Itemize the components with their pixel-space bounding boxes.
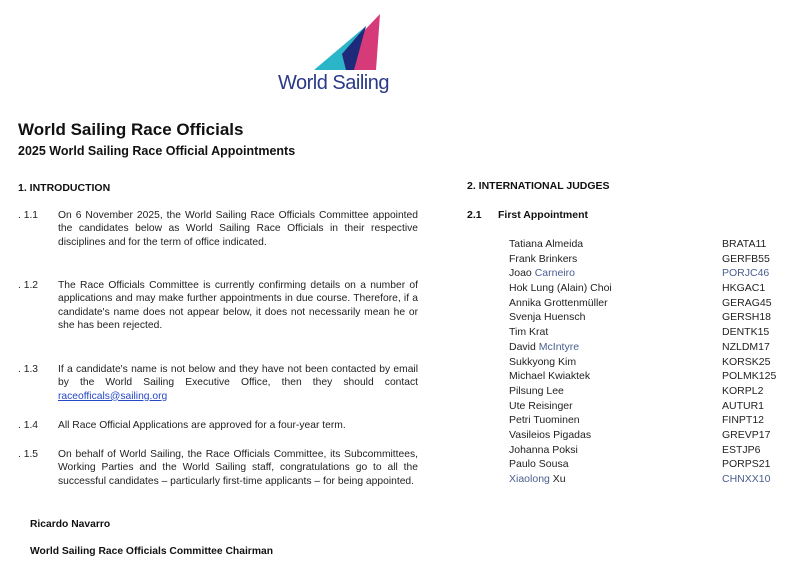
judge-name bbox=[509, 355, 576, 370]
paragraph-number: . 1.4 bbox=[18, 420, 39, 431]
judge-first-name: Sukkyong bbox=[509, 355, 556, 368]
paragraph-number: . 1.2 bbox=[18, 280, 39, 291]
judge-first-name: Hok Lung (Alain) bbox=[509, 282, 588, 295]
judge-name bbox=[509, 399, 573, 414]
judge-name bbox=[509, 310, 585, 325]
judge-code: POLMK125 bbox=[722, 370, 777, 383]
judge-first-name: Xiaolong bbox=[509, 473, 550, 485]
judge-row bbox=[509, 399, 799, 414]
judge-row bbox=[509, 369, 799, 384]
paragraph-number: . 1.5 bbox=[18, 449, 39, 460]
judge-code: HKGAC1 bbox=[722, 282, 766, 295]
judge-row bbox=[509, 443, 799, 458]
judge-last-name: Kwiaktek bbox=[548, 370, 591, 383]
judge-last-name: Lee bbox=[546, 384, 564, 397]
judge-last-name: Krat bbox=[529, 326, 549, 339]
judge-row bbox=[509, 325, 799, 340]
paragraph-1-3 bbox=[18, 363, 418, 403]
judge-row bbox=[509, 472, 799, 487]
judge-code: GERFB55 bbox=[722, 252, 770, 265]
judge-first-name: David bbox=[509, 340, 536, 353]
judge-row bbox=[509, 237, 799, 252]
sail-logo-icon bbox=[306, 14, 386, 72]
judge-code: CHNXX10 bbox=[722, 473, 771, 485]
world-sailing-logo bbox=[278, 14, 413, 98]
judge-last-name: Tuominen bbox=[533, 414, 580, 427]
document-subtitle: 2025 World Sailing Race Official Appointments bbox=[18, 144, 296, 158]
judge-first-name: Tatiana bbox=[509, 238, 543, 250]
introduction-heading: 1. INTRODUCTION bbox=[18, 182, 111, 194]
judge-first-name: Vasileios bbox=[509, 428, 551, 441]
paragraph-text-body: If a candidate's name is not below and they have not been contacted by email by the World Sailing Executive Office, then they should contact bbox=[58, 364, 418, 389]
judge-first-name: Joao bbox=[509, 267, 532, 280]
judge-row bbox=[509, 457, 799, 472]
logo-wordmark: World Sailing bbox=[278, 72, 389, 94]
contact-email-link[interactable]: raceofficals@sailing.org bbox=[58, 390, 168, 402]
judge-last-name: Grottenmüller bbox=[544, 296, 608, 309]
first-appointment-heading: First Appointment bbox=[498, 209, 589, 221]
judge-name bbox=[509, 281, 612, 296]
judge-last-name: Reisinger bbox=[528, 399, 573, 412]
judge-name bbox=[509, 325, 548, 340]
judge-last-name: Kim bbox=[558, 355, 577, 368]
judge-last-name: Huensch bbox=[544, 311, 586, 324]
judge-first-name: Johanna bbox=[509, 443, 550, 456]
judge-last-name: Pigadas bbox=[553, 428, 592, 441]
judge-row bbox=[509, 355, 799, 370]
paragraph-text: On behalf of World Sailing, the Race Officials Committee, its Subcommittees, Working Parties and the World Sailing staff, congratulations go to all the successful candidates – particularly first-time applicants – for being appointed. bbox=[58, 449, 418, 487]
judge-last-name: Almeida bbox=[545, 238, 584, 250]
judge-name bbox=[509, 428, 591, 443]
judge-code: PORPS21 bbox=[722, 458, 771, 471]
judge-name bbox=[509, 237, 583, 252]
judge-row bbox=[509, 252, 799, 267]
judge-first-name: Pilsung bbox=[509, 384, 544, 397]
paragraph-1-5 bbox=[18, 448, 418, 488]
first-appointment-number: 2.1 bbox=[467, 209, 482, 221]
judge-last-name: Sousa bbox=[538, 458, 569, 471]
judge-name bbox=[509, 340, 579, 355]
judge-name bbox=[509, 252, 577, 267]
paragraph-1-1 bbox=[18, 209, 418, 249]
judge-first-name: Frank bbox=[509, 252, 536, 265]
judge-code: KORPL2 bbox=[722, 384, 764, 397]
judge-row bbox=[509, 310, 799, 325]
signatory-name: Ricardo Navarro bbox=[30, 519, 111, 530]
judge-name bbox=[509, 384, 564, 399]
judge-name bbox=[509, 413, 580, 428]
judge-code: KORSK25 bbox=[722, 355, 771, 368]
judge-row bbox=[509, 428, 799, 443]
judge-last-name: Poksi bbox=[552, 443, 578, 456]
judge-name bbox=[509, 457, 569, 472]
judge-row bbox=[509, 413, 799, 428]
judge-name bbox=[509, 296, 608, 311]
judge-row bbox=[509, 281, 799, 296]
paragraph-text: The Race Officials Committee is currently confirming details on a number of applications and may make further appointments in due course. Therefore, if a candidate's name does not appear below, it does not necessarily mean he or she has been rejected. bbox=[58, 280, 418, 331]
judge-row bbox=[509, 384, 799, 399]
paragraph-number: . 1.3 bbox=[18, 364, 39, 375]
judge-last-name: Carneiro bbox=[534, 267, 575, 280]
judges-heading: 2. INTERNATIONAL JUDGES bbox=[467, 180, 610, 192]
paragraph-text: All Race Official Applications are approved for a four-year term. bbox=[58, 420, 346, 431]
judge-code: GERAG45 bbox=[722, 296, 772, 309]
judge-first-name: Ute bbox=[509, 399, 526, 412]
judge-code: BRATA11 bbox=[722, 238, 767, 250]
judge-last-name: McIntyre bbox=[538, 340, 580, 353]
judge-first-name: Tim bbox=[509, 326, 527, 339]
judge-name bbox=[509, 369, 590, 384]
judge-first-name: Annika bbox=[509, 296, 542, 309]
judge-first-name: Petri bbox=[509, 414, 531, 427]
paragraph-text bbox=[58, 363, 418, 403]
signatory-title: World Sailing Race Officials Committee Chairman bbox=[30, 546, 273, 557]
judge-code: AUTUR1 bbox=[722, 399, 765, 412]
judge-code: FINPT12 bbox=[722, 414, 765, 427]
judge-code: DENTK15 bbox=[722, 326, 770, 339]
judge-row bbox=[509, 340, 799, 355]
judge-last-name: Xu bbox=[552, 473, 566, 485]
judge-first-name: Michael bbox=[509, 370, 546, 383]
judge-name bbox=[509, 266, 575, 281]
paragraph-number: . 1.1 bbox=[18, 210, 39, 221]
judge-code: GREVP17 bbox=[722, 428, 771, 441]
judge-code: NZLDM17 bbox=[722, 340, 770, 353]
paragraph-1-4 bbox=[18, 419, 418, 432]
judge-row bbox=[509, 266, 799, 281]
paragraph-text: On 6 November 2025, the World Sailing Race Officials Committee appointed the candidates below as World Sailing Race Officials in their respective disciplines and for the term of office indicated. bbox=[58, 210, 418, 248]
judge-last-name: Choi bbox=[590, 282, 612, 295]
judge-first-name: Paulo bbox=[509, 458, 536, 471]
judge-first-name: Svenja bbox=[509, 311, 542, 324]
judge-code: PORJC46 bbox=[722, 267, 770, 280]
judge-last-name: Brinkers bbox=[538, 252, 578, 265]
judge-name bbox=[509, 443, 578, 458]
judge-code: GERSH18 bbox=[722, 311, 772, 324]
document-title: World Sailing Race Officials bbox=[18, 120, 244, 139]
judge-name bbox=[509, 472, 566, 487]
judge-row bbox=[509, 296, 799, 311]
judge-code: ESTJP6 bbox=[722, 443, 761, 456]
judges-list bbox=[509, 237, 799, 487]
paragraph-1-2 bbox=[18, 279, 418, 332]
